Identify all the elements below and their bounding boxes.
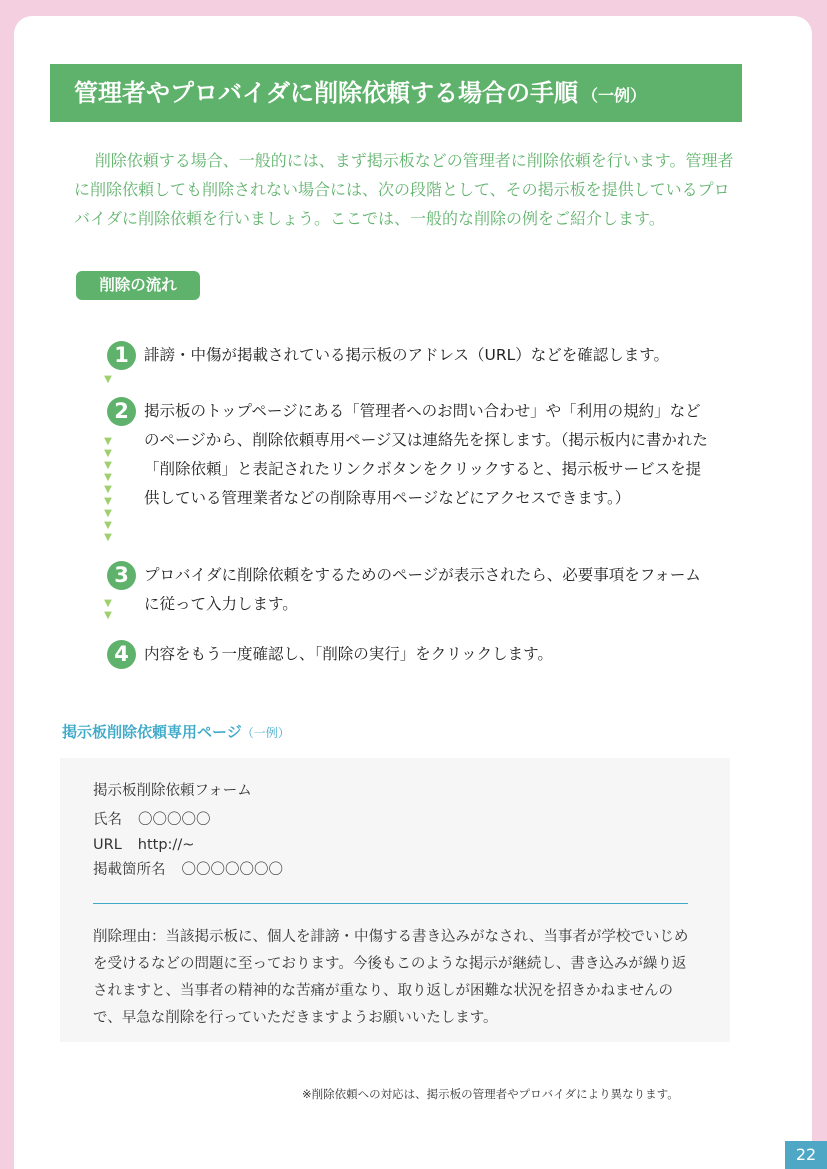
step-text-3: プロバイダに削除依頼をするためのページが表示されたら、必要事項をフォームに従って入力します。: [144, 566, 701, 613]
intro-paragraph: 削除依頼する場合、一般的には、まず掲示板などの管理者に削除依頼を行います。管理者に削除依頼しても削除されない場合には、次の段階として、その掲示板を提供しているプロバイダに削除依頼を行いましょう。ここでは、一般的な削除の例をご紹介します。: [74, 151, 734, 228]
example-label-text: 掲示板削除依頼専用ページ: [62, 723, 242, 741]
step-number-1: 1: [107, 341, 136, 370]
step-number-2: 2: [107, 397, 136, 426]
footnote: ※削除依頼への対応は、掲示板の管理者やプロバイダにより異なります。: [302, 1087, 679, 1101]
form-field-value: 〇〇〇〇〇: [138, 812, 211, 828]
step-text-2: 掲示板のトップページにある「管理者へのお問い合わせ」や「利用の規約」などのページから、削除依頼専用ページ又は連絡先を探します。（掲示板内に書かれた「削除依頼」と表記されたリンクボタンをクリックすると、掲示板サービスを提供している管理業者などの削除専用ページなどにアクセスできます。）: [144, 402, 708, 507]
deletion-reason-text: 削除理由：当該掲示板に、個人を誹謗・中傷する書き込みがなされ、当事者が学校でいじめを受けるなどの問題に至っております。今後もこのような掲示が継続し、書き込みが繰り返されますと、当事者の精神的な苦痛が重なり、取り返しが困難な状況を招きかねませんので、早急な削除を行っていただきますようお願いいたします。: [93, 929, 689, 1026]
form-divider: [93, 903, 688, 904]
form-field-label: 氏名: [93, 812, 122, 828]
step-text-4: 内容をもう一度確認し、「削除の実行」をクリックします。: [144, 645, 553, 663]
form-field-name: [93, 808, 211, 832]
flow-label-badge: 削除の流れ: [76, 271, 200, 300]
flow-arrow-icon: ▼ ▼: [104, 598, 112, 621]
example-section-label: [62, 720, 290, 745]
form-field-location: [93, 858, 283, 882]
form-field-value: http://~: [137, 837, 195, 853]
flow-arrow-icon: ▼ ▼ ▼ ▼ ▼ ▼ ▼ ▼ ▼: [104, 436, 112, 543]
form-field-url: [93, 833, 194, 857]
page-title: [50, 64, 742, 122]
form-field-label: URL: [93, 837, 122, 853]
flow-arrow-icon: ▼: [104, 374, 112, 385]
form-field-value: 〇〇〇〇〇〇〇: [181, 862, 283, 878]
page-number: 22: [785, 1141, 827, 1169]
form-title: 掲示板削除依頼フォーム: [93, 783, 252, 799]
step-number-3: 3: [107, 561, 136, 590]
form-field-label: 掲載箇所名: [93, 862, 166, 878]
page-title-suffix: （一例）: [582, 86, 647, 105]
step-number-4: 4: [107, 640, 136, 669]
example-form-box: [60, 758, 730, 1042]
step-text-1: 誹謗・中傷が掲載されている掲示板のアドレス（URL）などを確認します。: [144, 346, 670, 364]
example-label-suffix: （一例）: [241, 726, 290, 740]
page-title-main: 管理者やプロバイダに削除依頼する場合の手順: [74, 79, 578, 107]
